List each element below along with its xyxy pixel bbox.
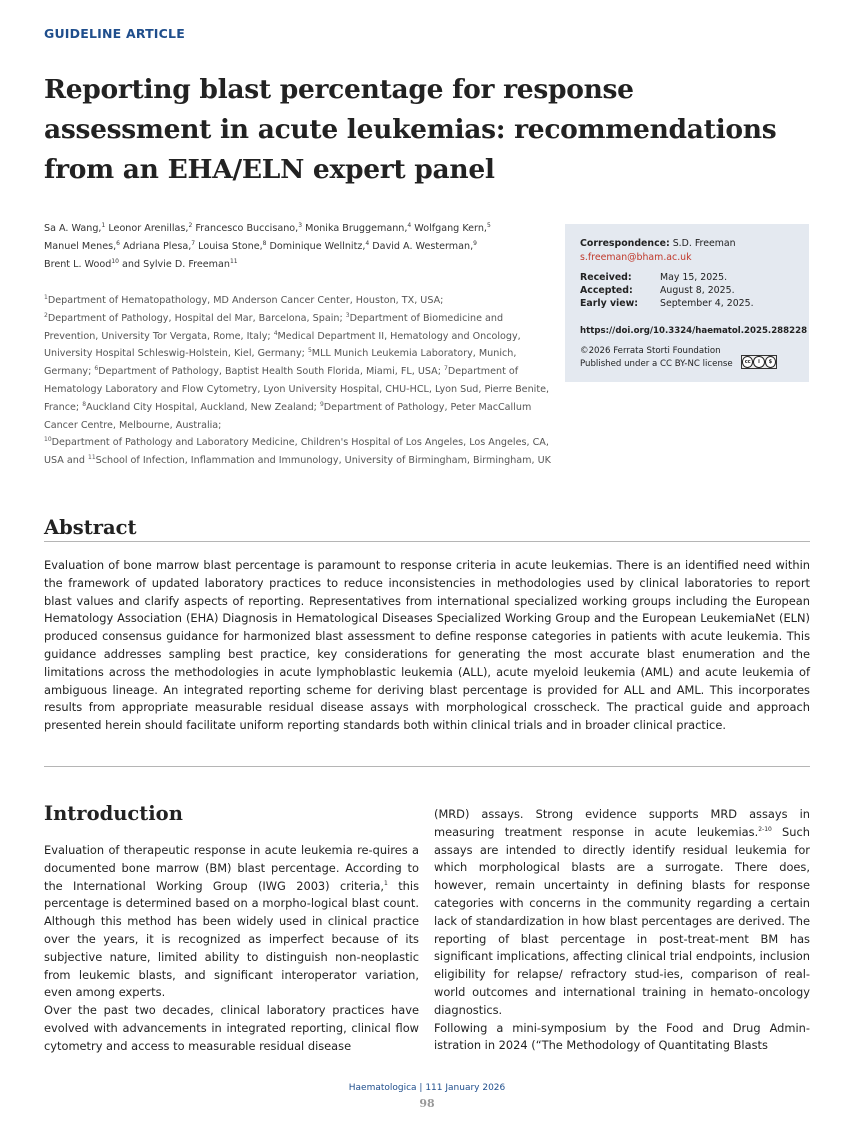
intro-paragraph-1: Evaluation of therapeutic response in acute leukemia re-quires a documented bone marrow (BM) blast percentage. According to the International Working Group (IWG 2003) criteria,$^1$ this percentage is determined based on a morpho-logical blast count. Although this method has been widely used in clinical practice over the years, it is recognized as imperfect because of its subjective nature, limited ability to distinguish non-neoplastic from leukemic blasts, and significant interoperator variation, even among experts. — [44, 843, 419, 1000]
doi-link[interactable]: https://doi.org/10.3324/haematol.2025.288228 — [580, 326, 808, 336]
copyright-text: ©2026 Ferrata Storti Foundation — [580, 346, 721, 356]
accepted-date: Accepted: August 8, 2025. — [580, 285, 735, 296]
body-column-right — [434, 806, 810, 1055]
affiliations: $^1$Department of Hematopathology, MD Anderson Cancer Center, Houston, TX, USA; $^2$Department of Pathology, Hospital del Mar, Barcelona, Spain; $^3$Department of Biomedicine and Prevention, University Tor Vergata, Rome, Italy; $^4$Medical Department II, Hematology and Oncology, University Hospital Schleswig-Holstein, Kiel, Germany; $^5$MLL Munich Leukemia Laboratory, Munich, Germany; $^6$Department of Pathology, Baptist Health South Florida, Miami, FL, USA; $^7$Department of Hematology Laboratory and Flow Cytometry, Lyon University Hospital, CHU-HCL, Lyon Sud, Pierre Benite, France; $^8$Auckland City Hospital, Auckland, New Zealand; $^9$Department of Pathology, Peter MacCallum Cancer Centre, Melbourne, Australia; $^{10}$Department of Pathology and Laboratory Medicine, Children's Hospital of Los Angeles, Los Angeles, CA, USA and $^{11}$School of Infection, Inflammation and Immunology, University of Birmingham, Birmingham, UK — [44, 293, 551, 467]
body-column-left — [44, 842, 419, 1056]
article-title: Reporting blast percentage for response assessment in acute leukemias: recommendations from an EHA/ELN expert panel — [44, 74, 777, 185]
abstract-text: Evaluation of bone marrow blast percentage is paramount to response criteria in acute leukemias. There is an identified need within the framework of updated laboratory practices to reduce inconsistencies in methodologies used by clinical laboratories to report blast values and clarify aspects of reporting. Representatives from international specialized working groups including the European Hematology Association (EHA) Diagnosis in Hematological Diseases Specialized Working Group and the European LeukemiaNet (ELN) produced consensus guidance for harmonized blast assessment to define response categories in patients with acute leukemia. This guidance addresses sampling best practice, key considerations for generating the most accurate blast enumeration and the limitations across the methodologies in acute lymphoblastic leukemia (ALL), acute myeloid leukemia (AML) and acute leukemia of ambiguous lineage. An integrated reporting scheme for deriving blast percentage is provided for ALL and AML. This incorporates results from appropriate measurable residual disease assays with morphological crosscheck. The practical guide and approach presented herein should facilitate uniform reporting standards both within clinical trials and in broader clinical practice. — [44, 558, 810, 733]
abstract-bottom-divider — [44, 766, 810, 767]
correspondence: Correspondence: S.D. Freeman — [580, 238, 736, 249]
intro-paragraph-4: Following a mini-symposium by the Food and Drug Admin-istration in 2024 (“The Methodology of Quantitating Blasts — [434, 1020, 810, 1053]
introduction-heading: Introduction — [44, 802, 183, 825]
cc-by-nc-icon[interactable]: cc i $ — [741, 355, 777, 369]
article-type-label: GUIDELINE ARTICLE — [44, 26, 185, 41]
license-text: Published under a CC BY-NC license — [580, 359, 733, 369]
abstract-top-divider — [44, 541, 810, 542]
author-list: Sa A. Wang,$^1$ Leonor Arenillas,$^2$ Francesco Buccisano,$^3$ Monika Bruggemann,$^4$ Wolfgang Kern,$^5$ Manuel Menes,$^6$ Adriana Plesa,$^7$ Louisa Stone,$^8$ Dominique Wellnitz,$^4$ David A. Westerman,$^9$ Brent L. Wood$^{10}$ and Sylvie D. Freeman$^{11}$ — [44, 221, 491, 270]
article-info-box — [565, 224, 809, 382]
journal-footer: Haematologica | 111 January 2026 — [348, 1083, 506, 1093]
intro-paragraph-2: Over the past two decades, clinical laboratory practices have evolved with advancements in integrated reporting, clinical flow cytometry and access to measurable residual disease — [44, 1003, 419, 1053]
intro-paragraph-3: (MRD) assays. Strong evidence supports MRD assays in measuring treatment response in acute leukemias.$^{2-10}$ Such assays are intended to directly identify residual leukemia for which morphological blasts are a surrogate. There does, however, remain uncertainty in defining blasts for response categories with concerns in the community regarding a certain lack of standardization in how blast percentages are derived. The reporting of blast percentage in post-treat-ment BM has significant implications, affecting clinical trial endpoints, inclusion eligibility for relapse/ refractory stud-ies, comparison of real-world outcomes and international training in hemato-oncology diagnostics. — [434, 807, 810, 1017]
abstract-heading: Abstract — [44, 516, 137, 539]
received-date: Received: May 15, 2025. — [580, 272, 728, 283]
correspondence-email-link[interactable]: s.freeman@bham.ac.uk — [580, 252, 692, 263]
early-view-date: Early view: September 4, 2025. — [580, 298, 754, 309]
page-number: 98 — [419, 1097, 435, 1110]
